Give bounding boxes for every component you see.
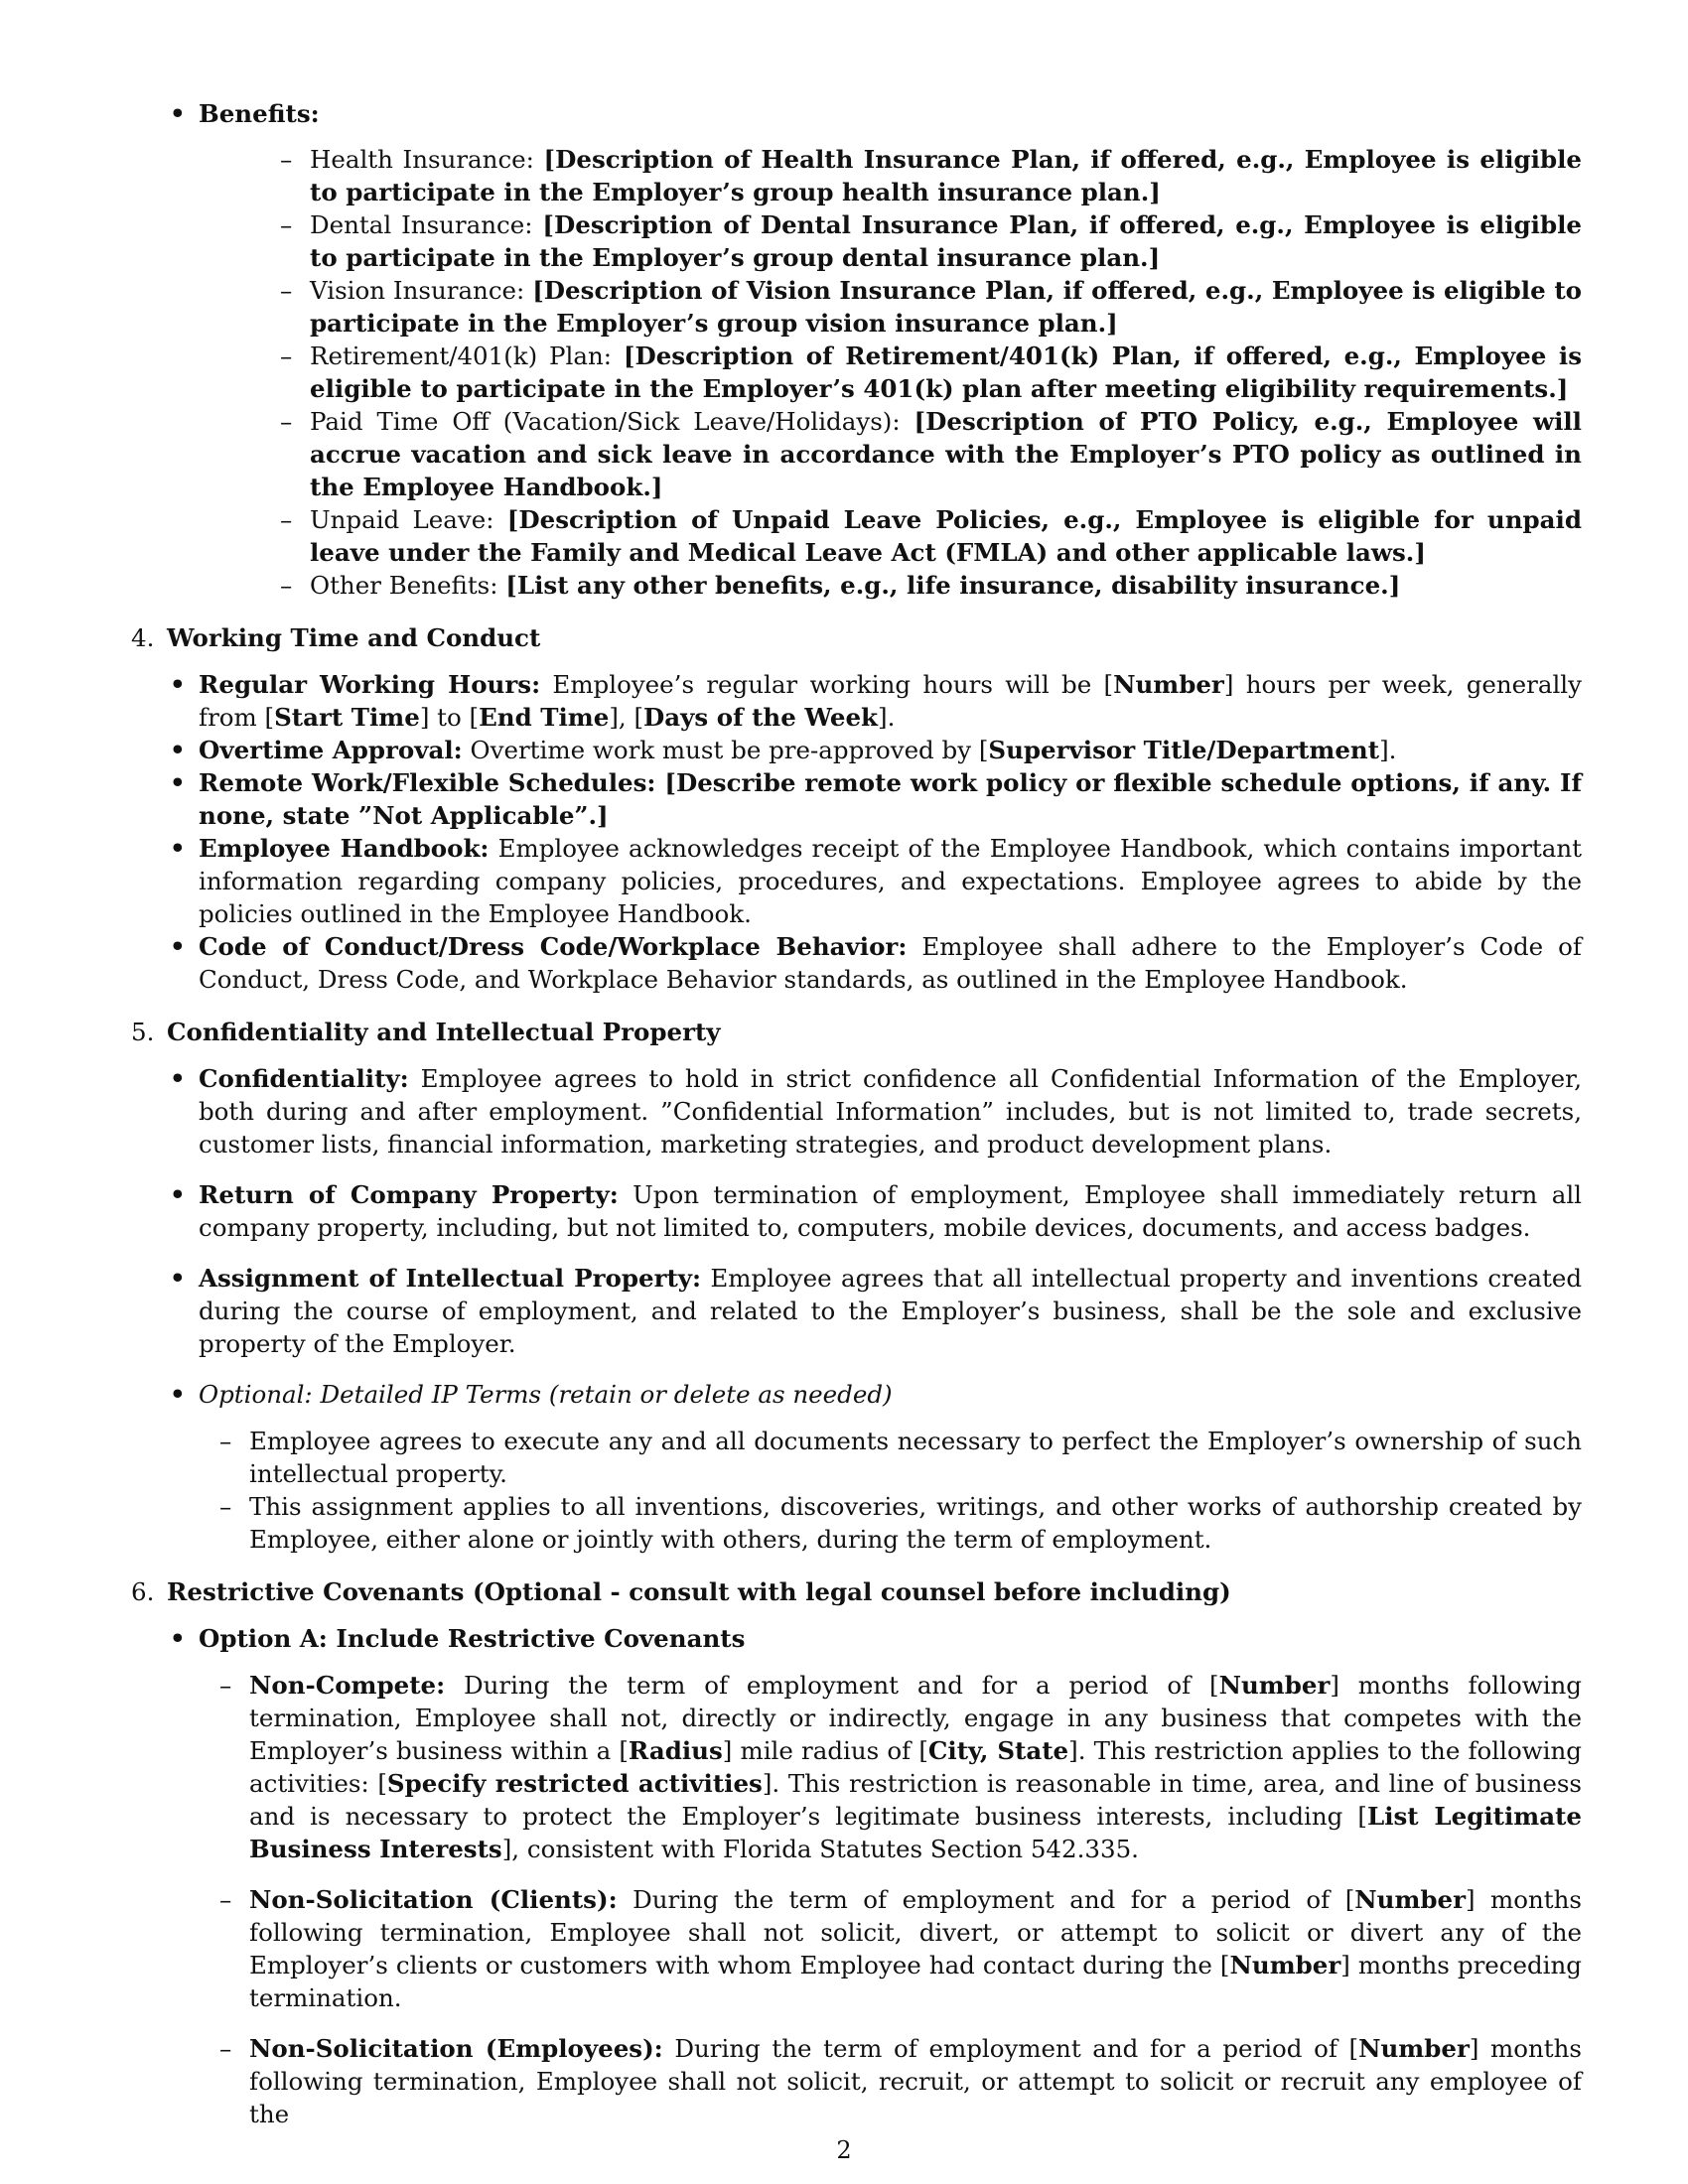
list-item [138, 668, 1582, 734]
section-title: Working Time and Conduct [167, 623, 541, 652]
list-item: – This assignment applies to all inventions, discoveries, writings, and other works of authorship created by Employee, either alone or jointly with others, during the term of employment. [138, 1490, 1582, 1556]
item-text: Upon termination of employment, Employee shall immediately return all company property, including, but not limited to, computers, mobile devices, documents, and access badges. [199, 1180, 1582, 1242]
item-label: Regular Working Hours: [199, 670, 541, 699]
item-label: Confidentiality: [199, 1064, 409, 1093]
item-text: ] to [ [419, 703, 480, 732]
section-6 [131, 1575, 1582, 2130]
item-text: Employee shall adhere to the Employer’s Code of Conduct, Dress Code, and Workplace Behavior standards, as outlined in the Employee Handbook. [199, 932, 1582, 994]
placeholder: List Legitimate Business Interests [249, 1802, 1582, 1863]
benefit-text: [Description of Retirement/401(k) Plan, if offered, e.g., Employee is eligible to participate in the Employer’s 401(k) plan after meeting eligibility requirements.] [310, 341, 1582, 403]
list-item [138, 734, 1582, 766]
item-text: Employee agrees that all intellectual property and inventions created during the course of employment, and related to the Employer’s business, shall be the sole and exclusive property of the Employer. [199, 1264, 1582, 1358]
benefit-text: [Description of Dental Insurance Plan, if offered, e.g., Employee is eligible to participate in the Employer’s group dental insurance plan.] [310, 210, 1582, 272]
item-text: ] months following termination, Employee shall not solicit, recruit, or attempt to solicit or recruit any employee of the [249, 2034, 1582, 2128]
benefit-label: Vision Insurance: [310, 276, 533, 305]
benefit-text: [Description of PTO Policy, e.g., Employee will accrue vacation and sick leave in accordance with the Employer’s PTO policy as outlined in the Employee Handbook.] [310, 407, 1582, 501]
benefits-sublist [199, 143, 1582, 602]
item-label: Return of Company Property: [199, 1180, 619, 1209]
item-label: Code of Conduct/Dress Code/Workplace Behavior: [199, 932, 908, 961]
benefit-label: Other Benefits: [310, 571, 506, 600]
placeholder: Start Time [274, 703, 420, 732]
item-text: ] mile radius of [ [722, 1736, 928, 1765]
list-item [138, 832, 1582, 930]
benefit-text: [Description of Health Insurance Plan, if offered, e.g., Employee is eligible to participate in the Employer’s group health insurance plan.] [310, 145, 1582, 206]
benefits-list [138, 97, 1582, 602]
option-a-sublist [138, 1669, 1582, 2130]
section-heading [131, 1575, 1582, 1608]
section-number: 6. [131, 1577, 155, 1606]
benefit-label: Paid Time Off (Vacation/Sick Leave/Holidays): [310, 407, 914, 436]
section-title: Confidentiality and Intellectual Property [167, 1018, 721, 1046]
list-item [138, 1062, 1582, 1160]
placeholder: Number [1218, 1671, 1331, 1700]
list-item [138, 1622, 1582, 2130]
list-item [138, 1669, 1582, 1865]
page-number: 2 [836, 2136, 852, 2164]
section-4 [131, 621, 1582, 996]
item-text: ]. This restriction is reasonable in time, area, and line of business and is necessary to protect the Employer’s legitimate business interests, including [ [249, 1769, 1582, 1831]
benefit-text: [List any other benefits, e.g., life insurance, disability insurance.] [505, 571, 1401, 600]
section-title: Restrictive Covenants (Optional - consult with legal counsel before including) [167, 1577, 1231, 1606]
benefits-item [138, 97, 1582, 602]
section-5 [131, 1016, 1582, 1556]
list-item [138, 1262, 1582, 1360]
item-text: Employee agrees to hold in strict confidence all Confidential Information of the Employer, both during and after employment. ”Confidential Information” includes, but is not limited to, trade secrets, customer lists, financial information, marketing strategies, and product development plans. [199, 1064, 1582, 1159]
placeholder: Specify restricted activities [386, 1769, 763, 1798]
item-text: ]. [1379, 736, 1397, 764]
item-text: During the term of employment and for a period of [ [445, 1671, 1219, 1700]
section-5-list [138, 1062, 1582, 1556]
placeholder: City, State [927, 1736, 1069, 1765]
list-item [138, 1883, 1582, 2014]
list-item [138, 1178, 1582, 1244]
benefit-label: Health Insurance: [310, 145, 544, 174]
item-text: During the term of employment and for a period of [ [662, 2034, 1359, 2063]
list-item [199, 274, 1582, 340]
section-4-list [138, 668, 1582, 996]
list-item [199, 340, 1582, 405]
item-text: [Describe remote work policy or flexible schedule options, if any. If none, state ”Not Applicable”.] [199, 768, 1582, 830]
list-item [138, 2032, 1582, 2130]
list-item [138, 1378, 1582, 1556]
item-text: Employee’s regular working hours will be [ [540, 670, 1114, 699]
list-item [199, 503, 1582, 569]
item-text: ] months following termination, Employee shall not, directly or indirectly, engage in any business that competes with the Employer’s business within a [ [249, 1671, 1582, 1765]
benefit-label: Retirement/401(k) Plan: [310, 341, 624, 370]
option-heading: Option A: Include Restrictive Covenants [199, 1624, 746, 1653]
placeholder: Number [1229, 1951, 1341, 1979]
item-label: Optional: Detailed IP Terms (retain or delete as needed) [199, 1380, 893, 1409]
item-text: ] months preceding termination. [249, 1951, 1582, 2012]
placeholder: Radius [628, 1736, 723, 1765]
list-item [199, 208, 1582, 274]
list-item [138, 930, 1582, 996]
item-text: ]. This restriction applies to the following activities: [ [249, 1736, 1582, 1798]
benefits-heading: Benefits: [199, 99, 320, 128]
item-label: Remote Work/Flexible Schedules: [199, 768, 656, 797]
list-item [138, 766, 1582, 832]
list-item [199, 569, 1582, 602]
item-text: ], consistent with Florida Statutes Section 542.335. [501, 1835, 1139, 1863]
placeholder: Supervisor Title/Department [988, 736, 1380, 764]
item-text: Overtime work must be pre-approved by [ [462, 736, 989, 764]
placeholder: End Time [479, 703, 610, 732]
optional-ip-sublist [138, 1425, 1582, 1556]
item-text: ], [ [609, 703, 644, 732]
benefit-label: Dental Insurance: [310, 210, 543, 239]
item-label: Non-Solicitation (Employees): [249, 2034, 663, 2063]
list-item [199, 405, 1582, 503]
benefit-text: [Description of Unpaid Leave Policies, e.g., Employee is eligible for unpaid leave under the Family and Medical Leave Act (FMLA) and other applicable laws.] [310, 505, 1582, 567]
item-text: ] hours per week, generally from [ [199, 670, 1582, 732]
list-item [199, 143, 1582, 208]
section-6-list [138, 1622, 1582, 2130]
item-text: Employee acknowledges receipt of the Employee Handbook, which contains important information regarding company policies, procedures, and expectations. Employee agrees to abide by the policies outlined in the Employee Handbook. [199, 834, 1582, 928]
item-label: Non-Solicitation (Clients): [249, 1885, 618, 1914]
item-text: ] months following termination, Employee shall not solicit, divert, or attempt to solicit or divert any of the Employer’s clients or customers with whom Employee had contact during the [ [249, 1885, 1582, 1979]
item-label: Overtime Approval: [199, 736, 463, 764]
item-text: ]. [878, 703, 896, 732]
placeholder: Days of the Week [643, 703, 879, 732]
section-heading [131, 621, 1582, 654]
section-number: 4. [131, 623, 155, 652]
item-label: Employee Handbook: [199, 834, 490, 863]
item-label: Assignment of Intellectual Property: [199, 1264, 702, 1293]
list-item: – Employee agrees to execute any and all documents necessary to perfect the Employer’s ownership of such intellectual property. [138, 1425, 1582, 1490]
section-number: 5. [131, 1018, 155, 1046]
item-label: Non-Compete: [249, 1671, 446, 1700]
benefit-label: Unpaid Leave: [310, 505, 507, 534]
benefit-text: [Description of Vision Insurance Plan, if offered, e.g., Employee is eligible to participate in the Employer’s group vision insurance plan.] [310, 276, 1583, 338]
section-heading [131, 1016, 1582, 1048]
item-text: During the term of employment and for a period of [ [617, 1885, 1355, 1914]
placeholder: Number [1358, 2034, 1470, 2063]
placeholder: Number [1354, 1885, 1467, 1914]
placeholder: Number [1113, 670, 1224, 699]
